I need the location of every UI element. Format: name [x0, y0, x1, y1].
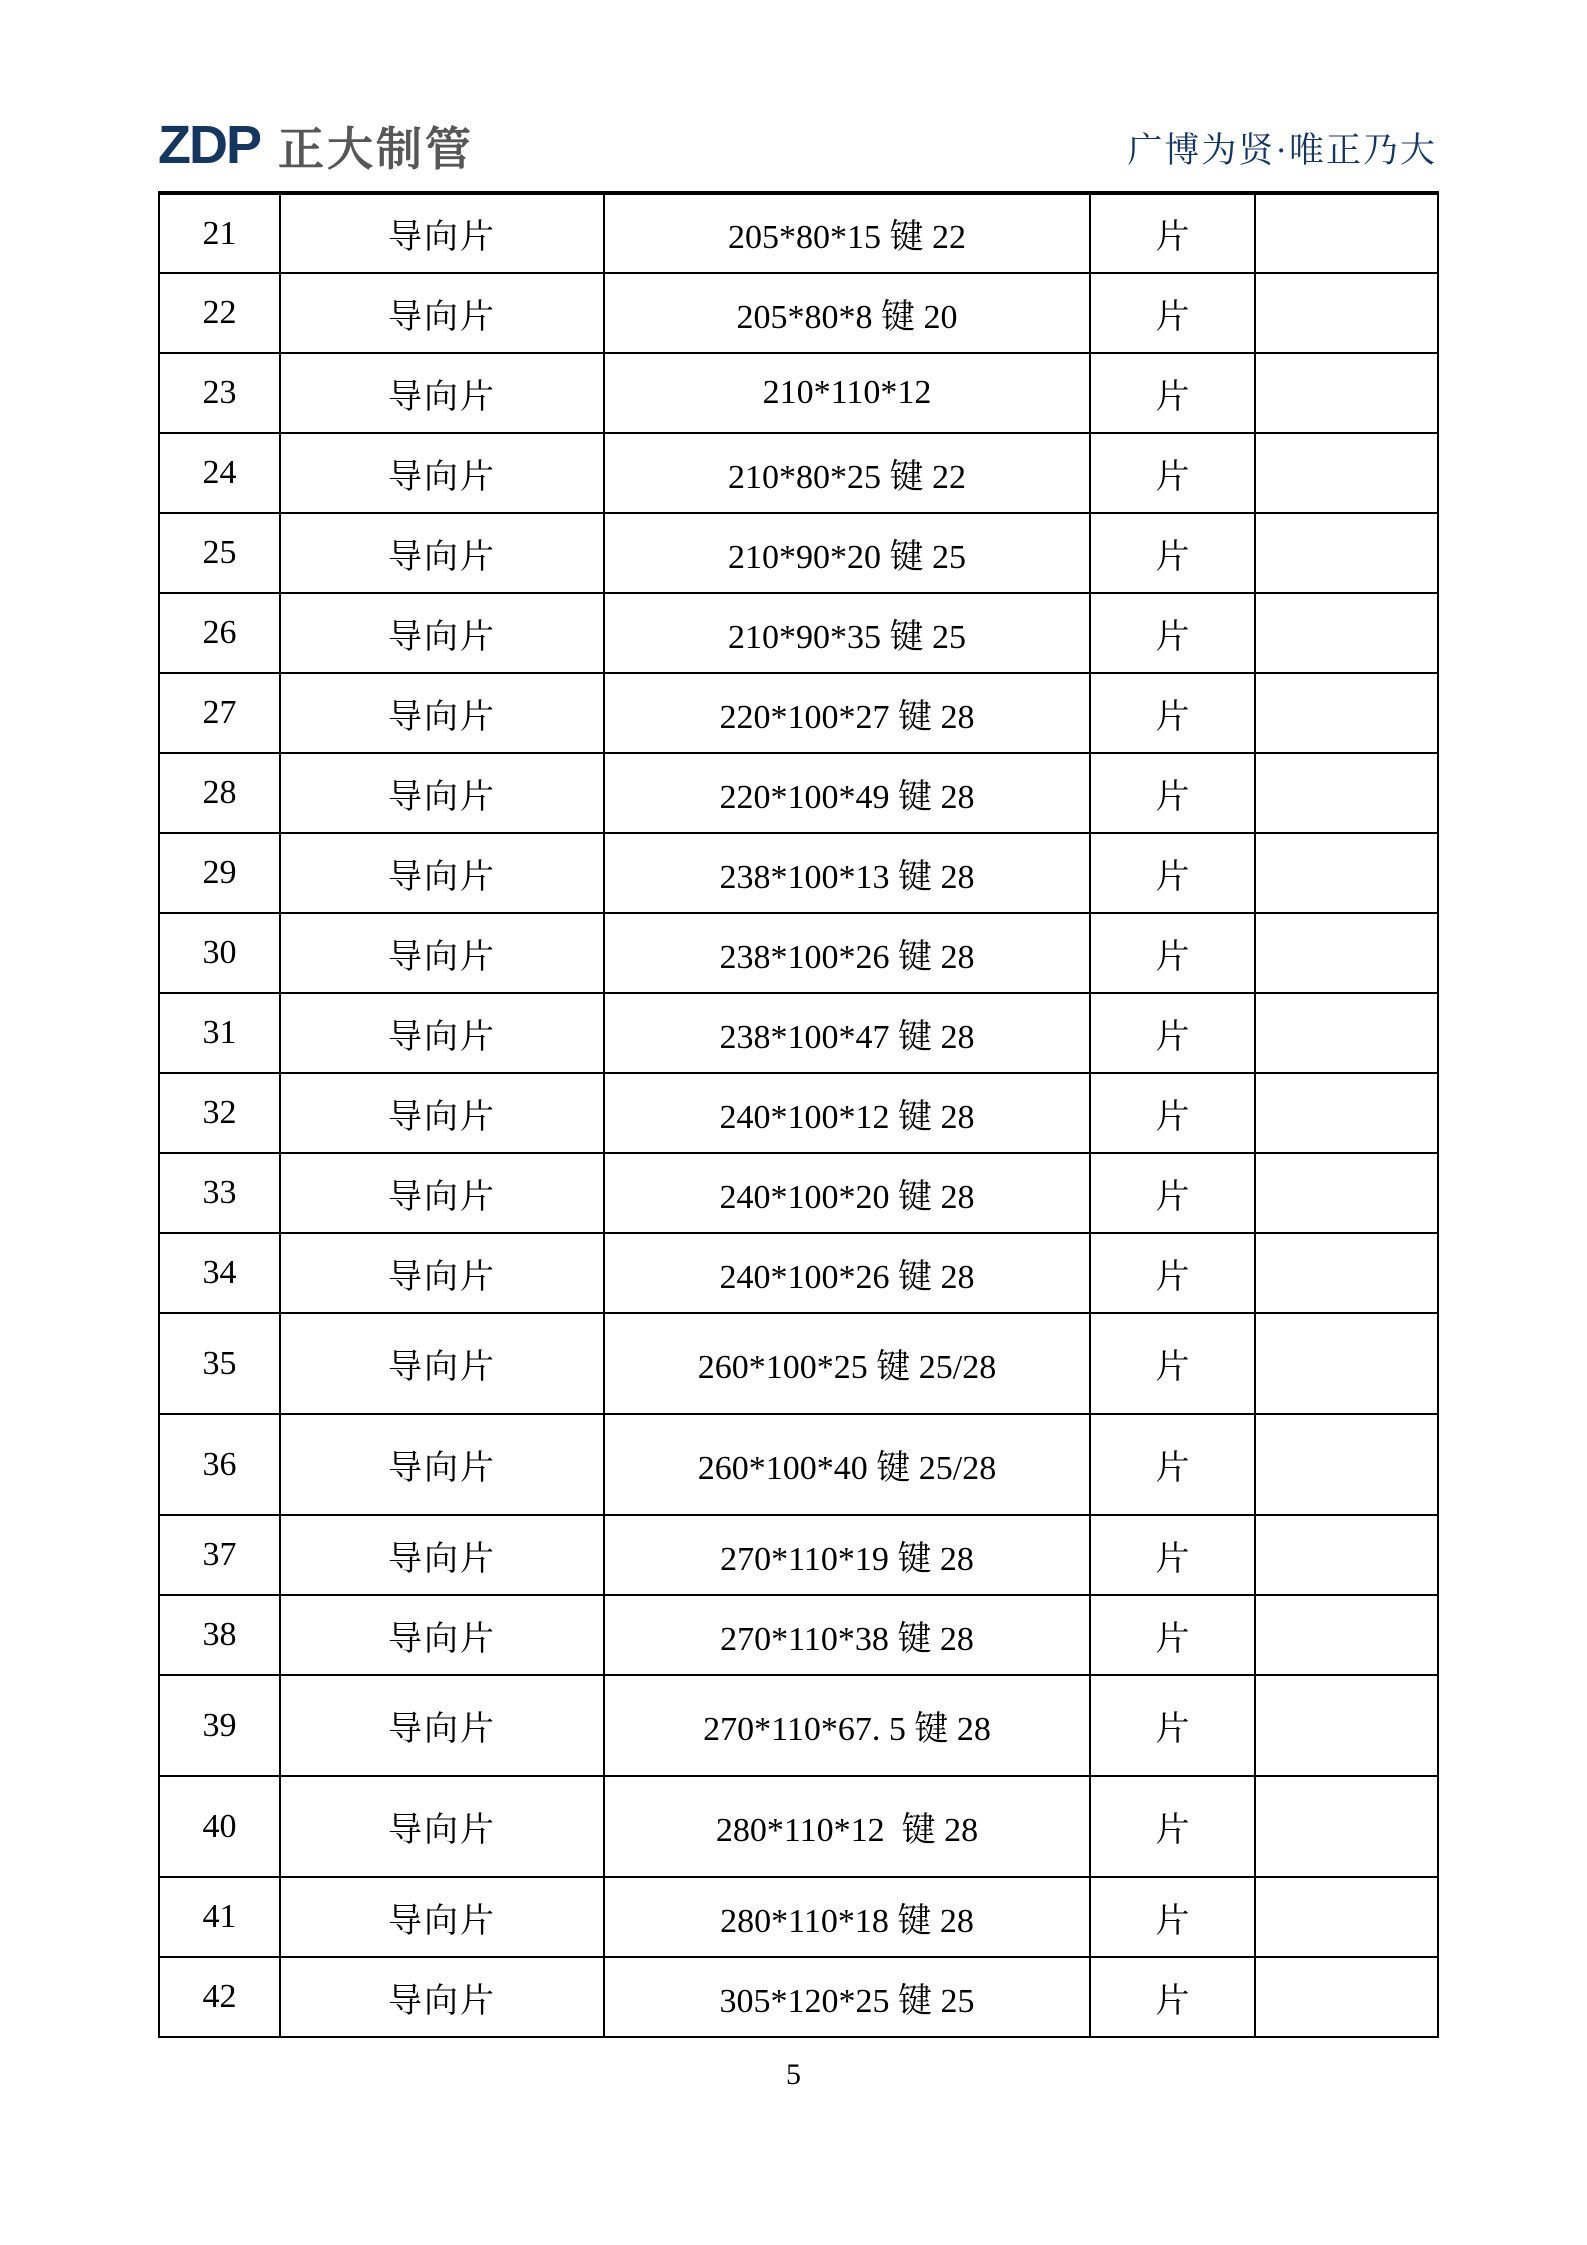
unit-cell: 片 — [1090, 1153, 1255, 1233]
item-name-cell: 导向片 — [280, 753, 604, 833]
unit-cell: 片 — [1090, 1313, 1255, 1414]
note-cell — [1255, 833, 1438, 913]
item-name-cell: 导向片 — [280, 1595, 604, 1675]
note-cell — [1255, 753, 1438, 833]
table-row — [159, 1233, 1438, 1313]
unit-cell: 片 — [1090, 673, 1255, 753]
company-slogan: 广博为贤·唯正乃大 — [1127, 131, 1437, 170]
table-row — [159, 1073, 1438, 1153]
item-name-cell: 导向片 — [280, 833, 604, 913]
spec-cell: 240*100*20 键 28 — [604, 1153, 1090, 1233]
spec-cell: 238*100*47 键 28 — [604, 993, 1090, 1073]
row-number-cell: 24 — [159, 433, 280, 513]
unit-cell: 片 — [1090, 593, 1255, 673]
item-name-cell: 导向片 — [280, 673, 604, 753]
note-cell — [1255, 1776, 1438, 1877]
company-logo — [158, 115, 474, 175]
unit-cell: 片 — [1090, 1073, 1255, 1153]
row-number-cell: 37 — [159, 1515, 280, 1595]
row-number-cell: 30 — [159, 913, 280, 993]
row-number-cell: 40 — [159, 1776, 280, 1877]
spec-cell: 205*80*15 键 22 — [604, 193, 1090, 273]
spec-table — [158, 191, 1439, 2038]
table-row — [159, 513, 1438, 593]
note-cell — [1255, 1957, 1438, 2037]
unit-cell: 片 — [1090, 1515, 1255, 1595]
row-number-cell: 25 — [159, 513, 280, 593]
spec-cell: 210*90*35 键 25 — [604, 593, 1090, 673]
item-name-cell: 导向片 — [280, 433, 604, 513]
spec-cell: 240*100*12 键 28 — [604, 1073, 1090, 1153]
table-row — [159, 673, 1438, 753]
row-number-cell: 23 — [159, 353, 280, 433]
note-cell — [1255, 1073, 1438, 1153]
row-number-cell: 21 — [159, 193, 280, 273]
row-number-cell: 32 — [159, 1073, 280, 1153]
unit-cell: 片 — [1090, 1957, 1255, 2037]
row-number-cell: 35 — [159, 1313, 280, 1414]
table-row — [159, 753, 1438, 833]
spec-cell: 210*90*20 键 25 — [604, 513, 1090, 593]
note-cell — [1255, 673, 1438, 753]
table-row — [159, 1595, 1438, 1675]
note-cell — [1255, 1233, 1438, 1313]
table-row — [159, 593, 1438, 673]
item-name-cell: 导向片 — [280, 1957, 604, 2037]
note-cell — [1255, 913, 1438, 993]
unit-cell: 片 — [1090, 913, 1255, 993]
item-name-cell: 导向片 — [280, 1776, 604, 1877]
table-row — [159, 273, 1438, 353]
row-number-cell: 38 — [159, 1595, 280, 1675]
spec-cell: 270*110*67. 5 键 28 — [604, 1675, 1090, 1776]
table-row — [159, 193, 1438, 273]
item-name-cell: 导向片 — [280, 1414, 604, 1515]
unit-cell: 片 — [1090, 1877, 1255, 1957]
note-cell — [1255, 1153, 1438, 1233]
spec-cell: 260*100*25 键 25/28 — [604, 1313, 1090, 1414]
item-name-cell: 导向片 — [280, 353, 604, 433]
table-row — [159, 1877, 1438, 1957]
note-cell — [1255, 193, 1438, 273]
item-name-cell: 导向片 — [280, 193, 604, 273]
spec-cell: 260*100*40 键 25/28 — [604, 1414, 1090, 1515]
table-row — [159, 1957, 1438, 2037]
table-row — [159, 433, 1438, 513]
spec-cell: 270*110*38 键 28 — [604, 1595, 1090, 1675]
note-cell — [1255, 1313, 1438, 1414]
unit-cell: 片 — [1090, 753, 1255, 833]
spec-cell: 210*110*12 — [604, 353, 1090, 433]
item-name-cell: 导向片 — [280, 593, 604, 673]
note-cell — [1255, 993, 1438, 1073]
note-cell — [1255, 433, 1438, 513]
table-row — [159, 1675, 1438, 1776]
table-row — [159, 993, 1438, 1073]
row-number-cell: 26 — [159, 593, 280, 673]
spec-table-body — [159, 193, 1438, 2037]
spec-cell: 220*100*27 键 28 — [604, 673, 1090, 753]
note-cell — [1255, 1675, 1438, 1776]
unit-cell: 片 — [1090, 833, 1255, 913]
item-name-cell: 导向片 — [280, 1877, 604, 1957]
item-name-cell: 导向片 — [280, 273, 604, 353]
item-name-cell: 导向片 — [280, 1675, 604, 1776]
spec-cell: 270*110*19 键 28 — [604, 1515, 1090, 1595]
unit-cell: 片 — [1090, 513, 1255, 593]
spec-cell: 205*80*8 键 20 — [604, 273, 1090, 353]
spec-cell: 305*120*25 键 25 — [604, 1957, 1090, 2037]
row-number-cell: 41 — [159, 1877, 280, 1957]
item-name-cell: 导向片 — [280, 1153, 604, 1233]
note-cell — [1255, 1515, 1438, 1595]
row-number-cell: 22 — [159, 273, 280, 353]
row-number-cell: 34 — [159, 1233, 280, 1313]
spec-cell: 280*110*12 键 28 — [604, 1776, 1090, 1877]
row-number-cell: 28 — [159, 753, 280, 833]
unit-cell: 片 — [1090, 1776, 1255, 1877]
row-number-cell: 33 — [159, 1153, 280, 1233]
note-cell — [1255, 273, 1438, 353]
spec-cell: 240*100*26 键 28 — [604, 1233, 1090, 1313]
table-row — [159, 1153, 1438, 1233]
note-cell — [1255, 1414, 1438, 1515]
table-row — [159, 353, 1438, 433]
item-name-cell: 导向片 — [280, 1073, 604, 1153]
row-number-cell: 39 — [159, 1675, 280, 1776]
note-cell — [1255, 593, 1438, 673]
unit-cell: 片 — [1090, 1595, 1255, 1675]
spec-cell: 238*100*26 键 28 — [604, 913, 1090, 993]
item-name-cell: 导向片 — [280, 1515, 604, 1595]
row-number-cell: 29 — [159, 833, 280, 913]
unit-cell: 片 — [1090, 193, 1255, 273]
row-number-cell: 36 — [159, 1414, 280, 1515]
unit-cell: 片 — [1090, 993, 1255, 1073]
item-name-cell: 导向片 — [280, 513, 604, 593]
spec-cell: 220*100*49 键 28 — [604, 753, 1090, 833]
unit-cell: 片 — [1090, 433, 1255, 513]
page-header — [158, 115, 1437, 175]
spec-cell: 280*110*18 键 28 — [604, 1877, 1090, 1957]
table-row — [159, 1776, 1438, 1877]
row-number-cell: 27 — [159, 673, 280, 753]
spec-cell: 210*80*25 键 22 — [604, 433, 1090, 513]
unit-cell: 片 — [1090, 353, 1255, 433]
table-row — [159, 833, 1438, 913]
page-number: 5 — [786, 2058, 801, 2091]
note-cell — [1255, 513, 1438, 593]
item-name-cell: 导向片 — [280, 1313, 604, 1414]
unit-cell: 片 — [1090, 1675, 1255, 1776]
zdp-logo-text: ZDP — [158, 115, 260, 175]
table-row — [159, 1515, 1438, 1595]
row-number-cell: 42 — [159, 1957, 280, 2037]
unit-cell: 片 — [1090, 273, 1255, 353]
spec-cell: 238*100*13 键 28 — [604, 833, 1090, 913]
company-name: 正大制管 — [278, 123, 474, 175]
table-row — [159, 1313, 1438, 1414]
item-name-cell: 导向片 — [280, 913, 604, 993]
unit-cell: 片 — [1090, 1414, 1255, 1515]
unit-cell: 片 — [1090, 1233, 1255, 1313]
note-cell — [1255, 1877, 1438, 1957]
table-row — [159, 913, 1438, 993]
note-cell — [1255, 1595, 1438, 1675]
item-name-cell: 导向片 — [280, 993, 604, 1073]
item-name-cell: 导向片 — [280, 1233, 604, 1313]
note-cell — [1255, 353, 1438, 433]
row-number-cell: 31 — [159, 993, 280, 1073]
table-row — [159, 1414, 1438, 1515]
